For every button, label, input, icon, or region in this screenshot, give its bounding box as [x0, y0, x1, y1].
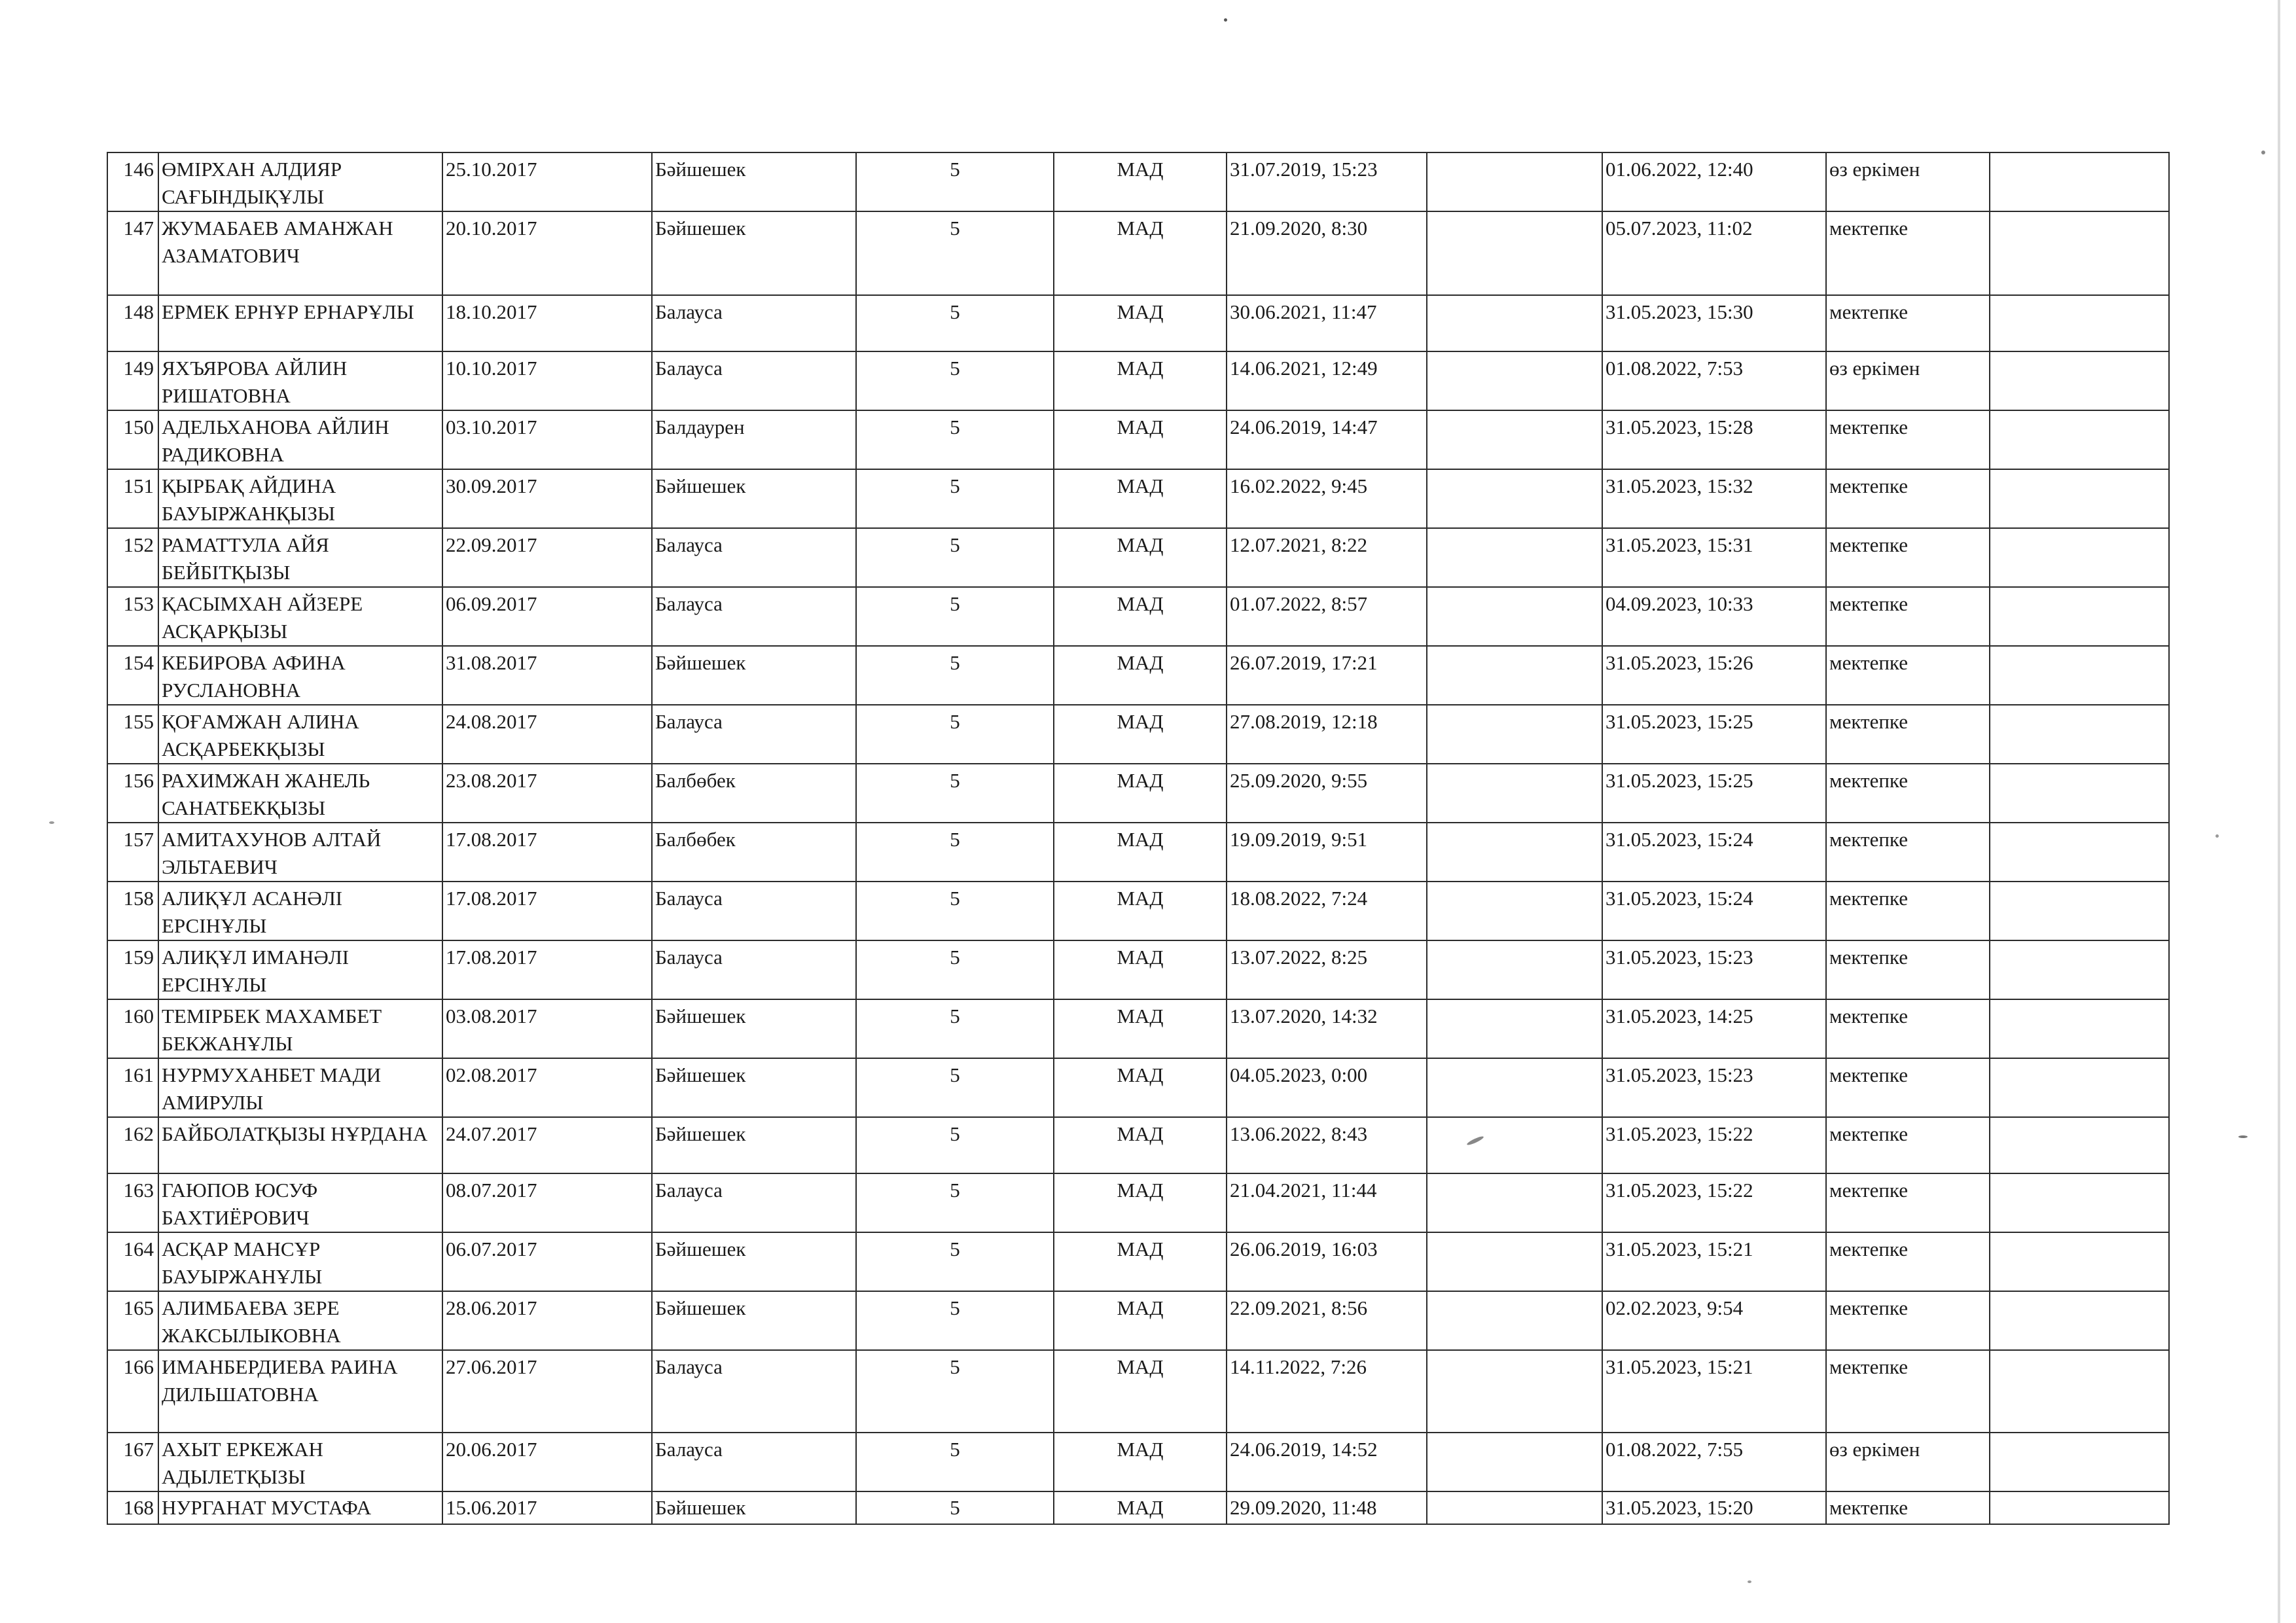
table-row	[107, 1433, 2169, 1491]
admission-datetime: 18.08.2022, 7:24	[1227, 882, 1427, 940]
row-number: 163	[107, 1173, 158, 1232]
group-name: Бәйшешек	[652, 211, 856, 295]
row-number: 157	[107, 823, 158, 882]
leave-reason: өз еркімен	[1826, 351, 1990, 410]
empty-cell	[1990, 528, 2169, 587]
leave-datetime: 01.08.2022, 7:53	[1602, 351, 1826, 410]
scan-mark	[49, 821, 54, 824]
birth-date: 23.08.2017	[442, 764, 652, 823]
birth-date: 15.06.2017	[442, 1491, 652, 1524]
empty-cell	[1990, 1117, 2169, 1173]
group-name: Балдаурен	[652, 410, 856, 469]
roster-body	[107, 152, 2169, 1524]
age-value: 5	[856, 940, 1054, 999]
age-value: 5	[856, 1291, 1054, 1350]
birth-date: 02.08.2017	[442, 1058, 652, 1117]
group-name: Бәйшешек	[652, 1117, 856, 1173]
child-name: АХЫТ ЕРКЕЖАН АДЫЛЕТҚЫЗЫ	[158, 1433, 442, 1491]
child-name: ГАЮПОВ ЮСУФ БАХТИЁРОВИЧ	[158, 1173, 442, 1232]
birth-date: 06.07.2017	[442, 1232, 652, 1291]
birth-date: 28.06.2017	[442, 1291, 652, 1350]
scan-mark	[2238, 1135, 2248, 1138]
empty-cell	[1427, 469, 1602, 528]
language-code: МАД	[1054, 764, 1227, 823]
group-name: Балауса	[652, 1350, 856, 1433]
row-number: 162	[107, 1117, 158, 1173]
leave-datetime: 31.05.2023, 15:25	[1602, 705, 1826, 764]
leave-reason: мектепке	[1826, 882, 1990, 940]
leave-reason: өз еркімен	[1826, 1433, 1990, 1491]
birth-date: 18.10.2017	[442, 295, 652, 351]
language-code: МАД	[1054, 882, 1227, 940]
empty-cell	[1427, 152, 1602, 211]
child-name: ҚОҒАМЖАН АЛИНА АСҚАРБЕКҚЫЗЫ	[158, 705, 442, 764]
admission-datetime: 27.08.2019, 12:18	[1227, 705, 1427, 764]
group-name: Балауса	[652, 351, 856, 410]
age-value: 5	[856, 211, 1054, 295]
empty-cell	[1990, 1291, 2169, 1350]
row-number: 155	[107, 705, 158, 764]
leave-datetime: 31.05.2023, 15:24	[1602, 882, 1826, 940]
admission-datetime: 24.06.2019, 14:52	[1227, 1433, 1427, 1491]
table-row	[107, 351, 2169, 410]
empty-cell	[1427, 999, 1602, 1058]
birth-date: 27.06.2017	[442, 1350, 652, 1433]
admission-datetime: 04.05.2023, 0:00	[1227, 1058, 1427, 1117]
language-code: МАД	[1054, 1291, 1227, 1350]
admission-datetime: 12.07.2021, 8:22	[1227, 528, 1427, 587]
table-row	[107, 295, 2169, 351]
age-value: 5	[856, 705, 1054, 764]
leave-reason: мектепке	[1826, 1350, 1990, 1433]
child-name: ҚАСЫМХАН АЙЗЕРЕ АСҚАРҚЫЗЫ	[158, 587, 442, 646]
admission-datetime: 26.06.2019, 16:03	[1227, 1232, 1427, 1291]
empty-cell	[1990, 410, 2169, 469]
empty-cell	[1427, 940, 1602, 999]
birth-date: 03.08.2017	[442, 999, 652, 1058]
language-code: МАД	[1054, 351, 1227, 410]
group-name: Балбөбек	[652, 823, 856, 882]
age-value: 5	[856, 1491, 1054, 1524]
leave-reason: мектепке	[1826, 528, 1990, 587]
age-value: 5	[856, 1433, 1054, 1491]
empty-cell	[1990, 646, 2169, 705]
admission-datetime: 13.07.2022, 8:25	[1227, 940, 1427, 999]
leave-datetime: 31.05.2023, 15:21	[1602, 1350, 1826, 1433]
empty-cell	[1427, 1433, 1602, 1491]
birth-date: 20.06.2017	[442, 1433, 652, 1491]
table-row	[107, 410, 2169, 469]
table-row	[107, 469, 2169, 528]
child-name: НУРМУХАНБЕТ МАДИ АМИРУЛЫ	[158, 1058, 442, 1117]
table-row	[107, 1058, 2169, 1117]
empty-cell	[1427, 351, 1602, 410]
age-value: 5	[856, 1058, 1054, 1117]
leave-datetime: 31.05.2023, 15:24	[1602, 823, 1826, 882]
leave-datetime: 02.02.2023, 9:54	[1602, 1291, 1826, 1350]
empty-cell	[1427, 882, 1602, 940]
age-value: 5	[856, 469, 1054, 528]
language-code: МАД	[1054, 1058, 1227, 1117]
leave-datetime: 01.06.2022, 12:40	[1602, 152, 1826, 211]
leave-reason: мектепке	[1826, 999, 1990, 1058]
row-number: 160	[107, 999, 158, 1058]
child-name: ЖУМАБАЕВ АМАНЖАН АЗАМАТОВИЧ	[158, 211, 442, 295]
leave-datetime: 31.05.2023, 15:31	[1602, 528, 1826, 587]
leave-reason: мектепке	[1826, 1232, 1990, 1291]
child-name: БАЙБОЛАТҚЫЗЫ НҰРДАНА	[158, 1117, 442, 1173]
birth-date: 24.07.2017	[442, 1117, 652, 1173]
admission-datetime: 21.09.2020, 8:30	[1227, 211, 1427, 295]
group-name: Бәйшешек	[652, 1232, 856, 1291]
child-name: НУРГАНАТ МУСТАФА	[158, 1491, 442, 1524]
language-code: МАД	[1054, 528, 1227, 587]
row-number: 159	[107, 940, 158, 999]
scan-edge	[2278, 0, 2280, 1623]
language-code: МАД	[1054, 469, 1227, 528]
age-value: 5	[856, 823, 1054, 882]
birth-date: 03.10.2017	[442, 410, 652, 469]
language-code: МАД	[1054, 646, 1227, 705]
row-number: 168	[107, 1491, 158, 1524]
admission-datetime: 22.09.2021, 8:56	[1227, 1291, 1427, 1350]
empty-cell	[1427, 1058, 1602, 1117]
admission-datetime: 19.09.2019, 9:51	[1227, 823, 1427, 882]
leave-reason: мектепке	[1826, 211, 1990, 295]
empty-cell	[1990, 999, 2169, 1058]
leave-reason: мектепке	[1826, 587, 1990, 646]
table-row	[107, 152, 2169, 211]
child-name: АСҚАР МАНСҰР БАУЫРЖАНҰЛЫ	[158, 1232, 442, 1291]
leave-reason: өз еркімен	[1826, 152, 1990, 211]
empty-cell	[1427, 211, 1602, 295]
scan-mark	[2215, 834, 2219, 838]
empty-cell	[1427, 705, 1602, 764]
birth-date: 20.10.2017	[442, 211, 652, 295]
admission-datetime: 13.06.2022, 8:43	[1227, 1117, 1427, 1173]
group-name: Бәйшешек	[652, 1058, 856, 1117]
group-name: Балауса	[652, 587, 856, 646]
leave-reason: мектепке	[1826, 823, 1990, 882]
language-code: МАД	[1054, 152, 1227, 211]
child-name: АЛИҚҰЛ АСАНӘЛІ ЕРСІНҰЛЫ	[158, 882, 442, 940]
scan-mark	[1224, 18, 1227, 22]
language-code: МАД	[1054, 1433, 1227, 1491]
row-number: 156	[107, 764, 158, 823]
table-row	[107, 587, 2169, 646]
admission-datetime: 26.07.2019, 17:21	[1227, 646, 1427, 705]
empty-cell	[1427, 295, 1602, 351]
language-code: МАД	[1054, 1232, 1227, 1291]
row-number: 166	[107, 1350, 158, 1433]
empty-cell	[1990, 1350, 2169, 1433]
group-name: Бәйшешек	[652, 469, 856, 528]
table-row	[107, 1117, 2169, 1173]
leave-datetime: 04.09.2023, 10:33	[1602, 587, 1826, 646]
row-number: 161	[107, 1058, 158, 1117]
age-value: 5	[856, 152, 1054, 211]
group-name: Бәйшешек	[652, 646, 856, 705]
empty-cell	[1990, 469, 2169, 528]
leave-reason: мектепке	[1826, 1117, 1990, 1173]
table-row	[107, 1491, 2169, 1524]
leave-reason: мектепке	[1826, 940, 1990, 999]
empty-cell	[1990, 152, 2169, 211]
admission-datetime: 21.04.2021, 11:44	[1227, 1173, 1427, 1232]
leave-datetime: 31.05.2023, 15:23	[1602, 1058, 1826, 1117]
table-row	[107, 999, 2169, 1058]
language-code: МАД	[1054, 211, 1227, 295]
empty-cell	[1427, 1291, 1602, 1350]
leave-datetime: 31.05.2023, 15:22	[1602, 1173, 1826, 1232]
group-name: Бәйшешек	[652, 999, 856, 1058]
group-name: Балауса	[652, 882, 856, 940]
table-row	[107, 1291, 2169, 1350]
empty-cell	[1427, 1117, 1602, 1173]
birth-date: 17.08.2017	[442, 940, 652, 999]
group-name: Балауса	[652, 1173, 856, 1232]
child-name: ТЕМІРБЕК МАХАМБЕТ БЕКЖАНҰЛЫ	[158, 999, 442, 1058]
scan-mark	[1748, 1580, 1751, 1583]
group-name: Бәйшешек	[652, 152, 856, 211]
language-code: МАД	[1054, 1173, 1227, 1232]
birth-date: 22.09.2017	[442, 528, 652, 587]
group-name: Балауса	[652, 295, 856, 351]
birth-date: 30.09.2017	[442, 469, 652, 528]
language-code: МАД	[1054, 410, 1227, 469]
empty-cell	[1990, 764, 2169, 823]
age-value: 5	[856, 646, 1054, 705]
empty-cell	[1427, 646, 1602, 705]
age-value: 5	[856, 764, 1054, 823]
empty-cell	[1990, 705, 2169, 764]
language-code: МАД	[1054, 1350, 1227, 1433]
table-row	[107, 211, 2169, 295]
table-row	[107, 823, 2169, 882]
leave-reason: мектепке	[1826, 1173, 1990, 1232]
table-row	[107, 1173, 2169, 1232]
empty-cell	[1427, 823, 1602, 882]
group-name: Балбөбек	[652, 764, 856, 823]
leave-datetime: 31.05.2023, 15:28	[1602, 410, 1826, 469]
language-code: МАД	[1054, 823, 1227, 882]
row-number: 167	[107, 1433, 158, 1491]
empty-cell	[1990, 1173, 2169, 1232]
leave-datetime: 31.05.2023, 15:25	[1602, 764, 1826, 823]
age-value: 5	[856, 1117, 1054, 1173]
group-name: Бәйшешек	[652, 1491, 856, 1524]
group-name: Балауса	[652, 1433, 856, 1491]
empty-cell	[1427, 1173, 1602, 1232]
empty-cell	[1427, 528, 1602, 587]
row-number: 154	[107, 646, 158, 705]
table-row	[107, 882, 2169, 940]
row-number: 164	[107, 1232, 158, 1291]
leave-datetime: 31.05.2023, 15:26	[1602, 646, 1826, 705]
table-row	[107, 940, 2169, 999]
leave-reason: мектепке	[1826, 1291, 1990, 1350]
child-name: АДЕЛЬХАНОВА АЙЛИН РАДИКОВНА	[158, 410, 442, 469]
table-row	[107, 1232, 2169, 1291]
row-number: 153	[107, 587, 158, 646]
group-name: Балауса	[652, 528, 856, 587]
empty-cell	[1990, 940, 2169, 999]
row-number: 149	[107, 351, 158, 410]
table-row	[107, 646, 2169, 705]
language-code: МАД	[1054, 940, 1227, 999]
leave-reason: мектепке	[1826, 469, 1990, 528]
age-value: 5	[856, 410, 1054, 469]
age-value: 5	[856, 295, 1054, 351]
leave-reason: мектепке	[1826, 705, 1990, 764]
leave-reason: мектепке	[1826, 764, 1990, 823]
language-code: МАД	[1054, 295, 1227, 351]
admission-datetime: 14.06.2021, 12:49	[1227, 351, 1427, 410]
age-value: 5	[856, 528, 1054, 587]
scan-mark	[2261, 151, 2265, 154]
leave-datetime: 31.05.2023, 15:30	[1602, 295, 1826, 351]
child-name: РАМАТТУЛА АЙЯ БЕЙБІТҚЫЗЫ	[158, 528, 442, 587]
group-name: Балауса	[652, 940, 856, 999]
table-row	[107, 528, 2169, 587]
leave-datetime: 31.05.2023, 15:23	[1602, 940, 1826, 999]
child-name: РАХИМЖАН ЖАНЕЛЬ САНАТБЕКҚЫЗЫ	[158, 764, 442, 823]
birth-date: 31.08.2017	[442, 646, 652, 705]
group-name: Бәйшешек	[652, 1291, 856, 1350]
admission-datetime: 16.02.2022, 9:45	[1227, 469, 1427, 528]
leave-datetime: 05.07.2023, 11:02	[1602, 211, 1826, 295]
empty-cell	[1990, 882, 2169, 940]
age-value: 5	[856, 999, 1054, 1058]
row-number: 150	[107, 410, 158, 469]
leave-reason: мектепке	[1826, 1491, 1990, 1524]
birth-date: 10.10.2017	[442, 351, 652, 410]
leave-datetime: 31.05.2023, 15:21	[1602, 1232, 1826, 1291]
table-row	[107, 764, 2169, 823]
table-row	[107, 705, 2169, 764]
leave-reason: мектепке	[1826, 295, 1990, 351]
empty-cell	[1990, 351, 2169, 410]
admission-datetime: 31.07.2019, 15:23	[1227, 152, 1427, 211]
leave-reason: мектепке	[1826, 410, 1990, 469]
leave-datetime: 31.05.2023, 15:22	[1602, 1117, 1826, 1173]
language-code: МАД	[1054, 1117, 1227, 1173]
admission-datetime: 29.09.2020, 11:48	[1227, 1491, 1427, 1524]
language-code: МАД	[1054, 705, 1227, 764]
admission-datetime: 01.07.2022, 8:57	[1227, 587, 1427, 646]
child-name: АЛИМБАЕВА ЗЕРЕ ЖАКСЫЛЫКОВНА	[158, 1291, 442, 1350]
empty-cell	[1990, 1058, 2169, 1117]
child-name: ЯХЪЯРОВА АЙЛИН РИШАТОВНА	[158, 351, 442, 410]
row-number: 158	[107, 882, 158, 940]
birth-date: 17.08.2017	[442, 882, 652, 940]
language-code: МАД	[1054, 1491, 1227, 1524]
age-value: 5	[856, 1350, 1054, 1433]
child-name: ЕРМЕК ЕРНҰР ЕРНАРҰЛЫ	[158, 295, 442, 351]
admission-datetime: 14.11.2022, 7:26	[1227, 1350, 1427, 1433]
row-number: 146	[107, 152, 158, 211]
leave-datetime: 31.05.2023, 15:20	[1602, 1491, 1826, 1524]
language-code: МАД	[1054, 999, 1227, 1058]
child-name: АЛИҚҰЛ ИМАНӘЛІ ЕРСІНҰЛЫ	[158, 940, 442, 999]
admission-datetime: 30.06.2021, 11:47	[1227, 295, 1427, 351]
language-code: МАД	[1054, 587, 1227, 646]
birth-date: 17.08.2017	[442, 823, 652, 882]
row-number: 147	[107, 211, 158, 295]
child-name: КЕБИРОВА АФИНА РУСЛАНОВНА	[158, 646, 442, 705]
empty-cell	[1427, 764, 1602, 823]
birth-date: 06.09.2017	[442, 587, 652, 646]
age-value: 5	[856, 882, 1054, 940]
empty-cell	[1990, 1491, 2169, 1524]
age-value: 5	[856, 1232, 1054, 1291]
age-value: 5	[856, 1173, 1054, 1232]
admission-datetime: 24.06.2019, 14:47	[1227, 410, 1427, 469]
empty-cell	[1990, 587, 2169, 646]
leave-datetime: 01.08.2022, 7:55	[1602, 1433, 1826, 1491]
child-name: АМИТАХУНОВ АЛТАЙ ЭЛЬТАЕВИЧ	[158, 823, 442, 882]
group-name: Балауса	[652, 705, 856, 764]
children-roster-table	[107, 152, 2170, 1525]
leave-reason: мектепке	[1826, 1058, 1990, 1117]
age-value: 5	[856, 587, 1054, 646]
empty-cell	[1427, 587, 1602, 646]
empty-cell	[1427, 1491, 1602, 1524]
leave-reason: мектепке	[1826, 646, 1990, 705]
empty-cell	[1427, 410, 1602, 469]
leave-datetime: 31.05.2023, 15:32	[1602, 469, 1826, 528]
leave-datetime: 31.05.2023, 14:25	[1602, 999, 1826, 1058]
empty-cell	[1990, 1433, 2169, 1491]
admission-datetime: 25.09.2020, 9:55	[1227, 764, 1427, 823]
birth-date: 08.07.2017	[442, 1173, 652, 1232]
child-name: ӨМІРХАН АЛДИЯР САҒЫНДЫҚҰЛЫ	[158, 152, 442, 211]
row-number: 151	[107, 469, 158, 528]
child-name: ҚЫРБАҚ АЙДИНА БАУЫРЖАНҚЫЗЫ	[158, 469, 442, 528]
admission-datetime: 13.07.2020, 14:32	[1227, 999, 1427, 1058]
empty-cell	[1427, 1350, 1602, 1433]
empty-cell	[1990, 295, 2169, 351]
age-value: 5	[856, 351, 1054, 410]
empty-cell	[1427, 1232, 1602, 1291]
row-number: 148	[107, 295, 158, 351]
empty-cell	[1990, 1232, 2169, 1291]
child-name: ИМАНБЕРДИЕВА РАИНА ДИЛЬШАТОВНА	[158, 1350, 442, 1433]
birth-date: 24.08.2017	[442, 705, 652, 764]
row-number: 165	[107, 1291, 158, 1350]
empty-cell	[1990, 211, 2169, 295]
table-row	[107, 1350, 2169, 1433]
birth-date: 25.10.2017	[442, 152, 652, 211]
row-number: 152	[107, 528, 158, 587]
empty-cell	[1990, 823, 2169, 882]
